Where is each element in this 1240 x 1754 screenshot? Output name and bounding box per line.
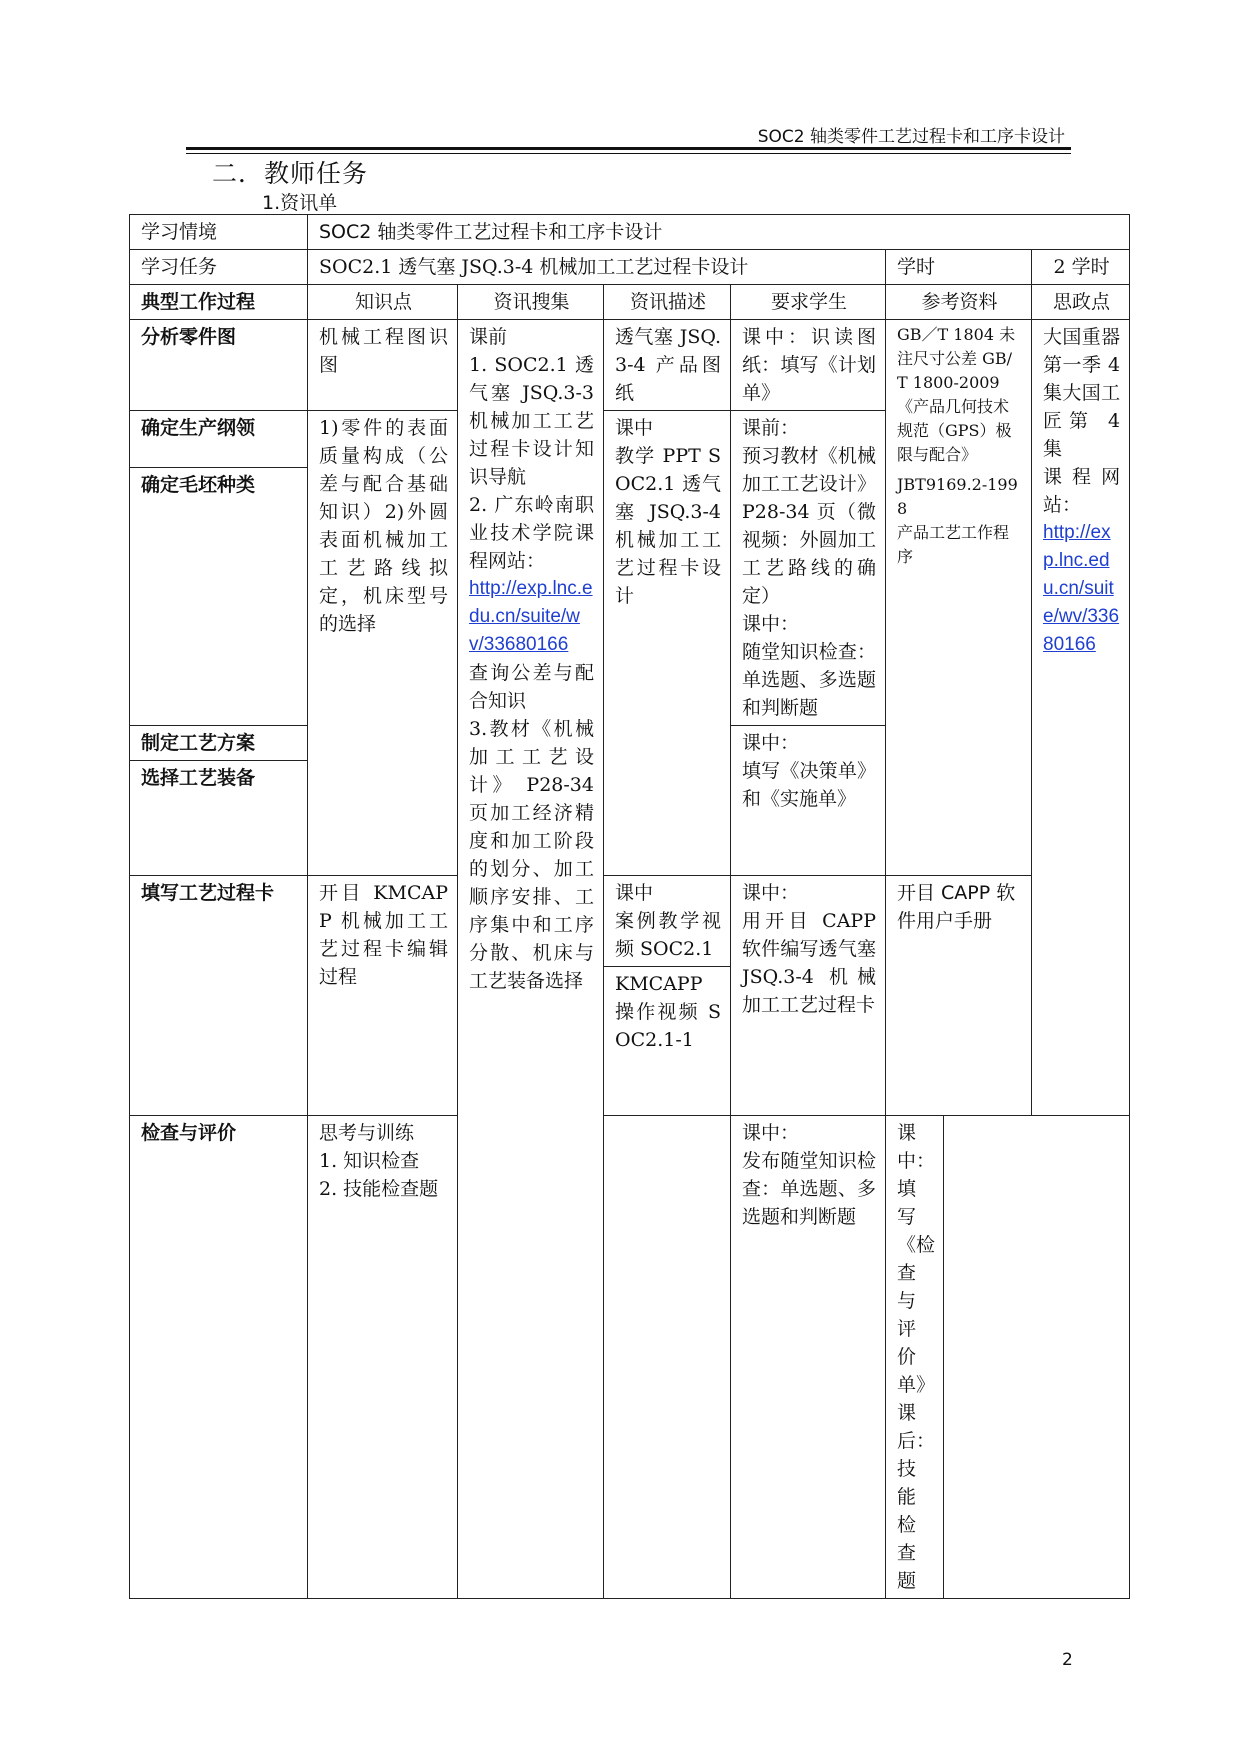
description-kmcapp: KMCAPP 操作视频 SOC2.1-1 (604, 966, 730, 1054)
description-check-cell (731, 1116, 886, 1599)
requirement-preview: 预习教材《机械加工工艺设计》P28-34 页（微视频：外圆加工工艺路线的确定） (742, 445, 876, 607)
row-analyze (130, 320, 1130, 411)
header-rule (186, 147, 1071, 150)
hours-label: 学时 (886, 250, 1032, 285)
situation-label: 学习情境 (130, 215, 308, 250)
header-collection: 资讯搜集 (458, 285, 604, 320)
row-headers (130, 285, 1130, 320)
running-header: SOC2 轴类零件工艺过程卡和工序卡设计 (757, 127, 1065, 147)
requirement-decision: 填写《决策单》和《实施单》 (742, 760, 876, 810)
header-process: 典型工作过程 (130, 285, 308, 320)
knowledge-check-line: 2. 技能检查题 (319, 1178, 439, 1200)
description-video-cell (604, 876, 731, 1116)
section-title: 二．教师任务 (212, 159, 369, 188)
header-requirements: 要求学生 (731, 285, 886, 320)
collection-cell (458, 320, 604, 1599)
section-subtitle: 1.资讯单 (262, 192, 338, 214)
description-drawing: 透气塞 JSQ.3-4 产品图纸 (604, 320, 731, 411)
process-analyze: 分析零件图 (130, 320, 308, 411)
info-table (129, 214, 1130, 1599)
row-fill (130, 876, 1130, 1116)
references-standards (886, 320, 1032, 876)
collection-before: 课前 (469, 326, 508, 348)
ideology-site: 课程网站： (1043, 466, 1121, 516)
requirement-after-label: 课后： (897, 1402, 936, 1452)
collection-check-empty (604, 1116, 731, 1599)
ref-jbt-code: JBT9169.2-1998 (897, 475, 1018, 518)
task-label: 学习任务 (130, 250, 308, 285)
header-knowledge: 知识点 (308, 285, 458, 320)
description-ppt-label: 课中 (615, 417, 654, 439)
process-fill: 填写工艺过程卡 (130, 876, 308, 1116)
process-plan: 制定工艺方案 (141, 732, 256, 754)
requirement-decision-label: 课中： (742, 732, 800, 754)
process-production: 确定生产纲领 (130, 411, 308, 468)
ref-standard: GB／T 1804 未注尺寸公差 GB/T 1800-2009《产品几何技术规范（GPS）极限与配合》 (897, 325, 1016, 464)
requirement-capp-cell (731, 876, 886, 1116)
row-task (130, 250, 1130, 285)
row-situation (130, 215, 1130, 250)
description-video: 案例教学视频 SOC2.1 (615, 910, 721, 960)
header-description: 资讯描述 (604, 285, 731, 320)
ideology-cell (1032, 320, 1130, 1116)
collection-item-2: 2. 广东岭南职业技术学院课程网站： (469, 494, 594, 572)
description-check-label: 课中： (742, 1122, 800, 1144)
ref-jbt: 产品工艺工作程序 (897, 523, 1010, 566)
process-plan-cell (130, 726, 308, 876)
course-site-link[interactable]: http://exp.lnc.edu.cn/suite/wv/33680166 (469, 578, 593, 655)
process-equipment: 选择工艺装备 (130, 760, 307, 792)
knowledge-check-cell (308, 1116, 458, 1599)
collection-query: 查询公差与配合知识 (469, 662, 594, 712)
description-ppt: 教学 PPT SOC2.1 透气塞 JSQ.3-4 机械加工工艺过程卡设计 (615, 445, 721, 607)
collection-item-3: 3.教材《机械加工工艺设计》 P28-34 页加工经济精度和加工阶段的划分、加工顺序安排、工序集中和工序分散、机床与工艺装备选择 (469, 718, 594, 992)
requirement-capp: 用开目 CAPP 软件编写透气塞 JSQ.3-4 机械加工工艺过程卡 (742, 910, 876, 1016)
header-ideology: 思政点 (1032, 285, 1130, 320)
requirement-decision-cell (731, 726, 886, 876)
header-references: 参考资料 (886, 285, 1032, 320)
knowledge-analyze: 机械工程图识图 (308, 320, 458, 411)
requirement-preview-cell (731, 411, 886, 726)
requirement-read: 课中：识读图纸：填写《计划单》 (731, 320, 886, 411)
requirement-capp-label: 课中： (742, 882, 800, 904)
knowledge-plan: 1)零件的表面质量构成（公差与配合基础知识）2)外圆表面机械加工工艺路线拟定，机床型号的选择 (308, 411, 458, 876)
ideology-site-link[interactable]: http://exp.lnc.edu.cn/suite/wv/33680166 (1043, 522, 1120, 655)
description-ppt-cell (604, 411, 731, 876)
description-video-label: 课中 (615, 882, 654, 904)
collection-item-1: 1. SOC2.1 透气塞 JSQ.3-3 机械加工工艺过程卡设计知识导航 (469, 354, 594, 488)
task-value: SOC2.1 透气塞 JSQ.3-4 机械加工工艺过程卡设计 (308, 250, 886, 285)
row-check (130, 1116, 1130, 1599)
requirement-quiz-label: 课中： (742, 613, 800, 635)
knowledge-fill: 开目 KMCAPP 机械加工工艺过程卡编辑过程 (308, 876, 458, 1116)
reference-capp-manual: 开目 CAPP 软件用户手册 (886, 876, 1032, 1116)
requirement-check-cell (886, 1116, 944, 1599)
knowledge-check-line: 思考与训练 (319, 1122, 415, 1144)
requirement-check-label: 课中： (897, 1122, 936, 1172)
situation-value: SOC2 轴类零件工艺过程卡和工序卡设计 (308, 215, 1130, 250)
page-number: 2 (1062, 1650, 1073, 1670)
process-check: 检查与评价 (130, 1116, 308, 1599)
requirement-after: 技能检查题 (897, 1458, 917, 1592)
requirement-quiz: 随堂知识检查：单选题、多选题和判断题 (742, 641, 876, 719)
reference-check-empty (944, 1116, 1130, 1599)
hours-value: 2 学时 (1032, 250, 1130, 285)
ideology-text: 大国重器第一季 4 集大国工匠第 4 集 (1043, 326, 1121, 460)
description-check: 发布随堂知识检查：单选题、多选题和判断题 (742, 1150, 876, 1228)
requirement-check: 填写《检查与评价单》 (897, 1178, 936, 1396)
requirement-preview-label: 课前： (742, 417, 800, 439)
knowledge-check-line: 1. 知识检查 (319, 1150, 420, 1172)
process-blank: 确定毛坯种类 (130, 468, 308, 726)
